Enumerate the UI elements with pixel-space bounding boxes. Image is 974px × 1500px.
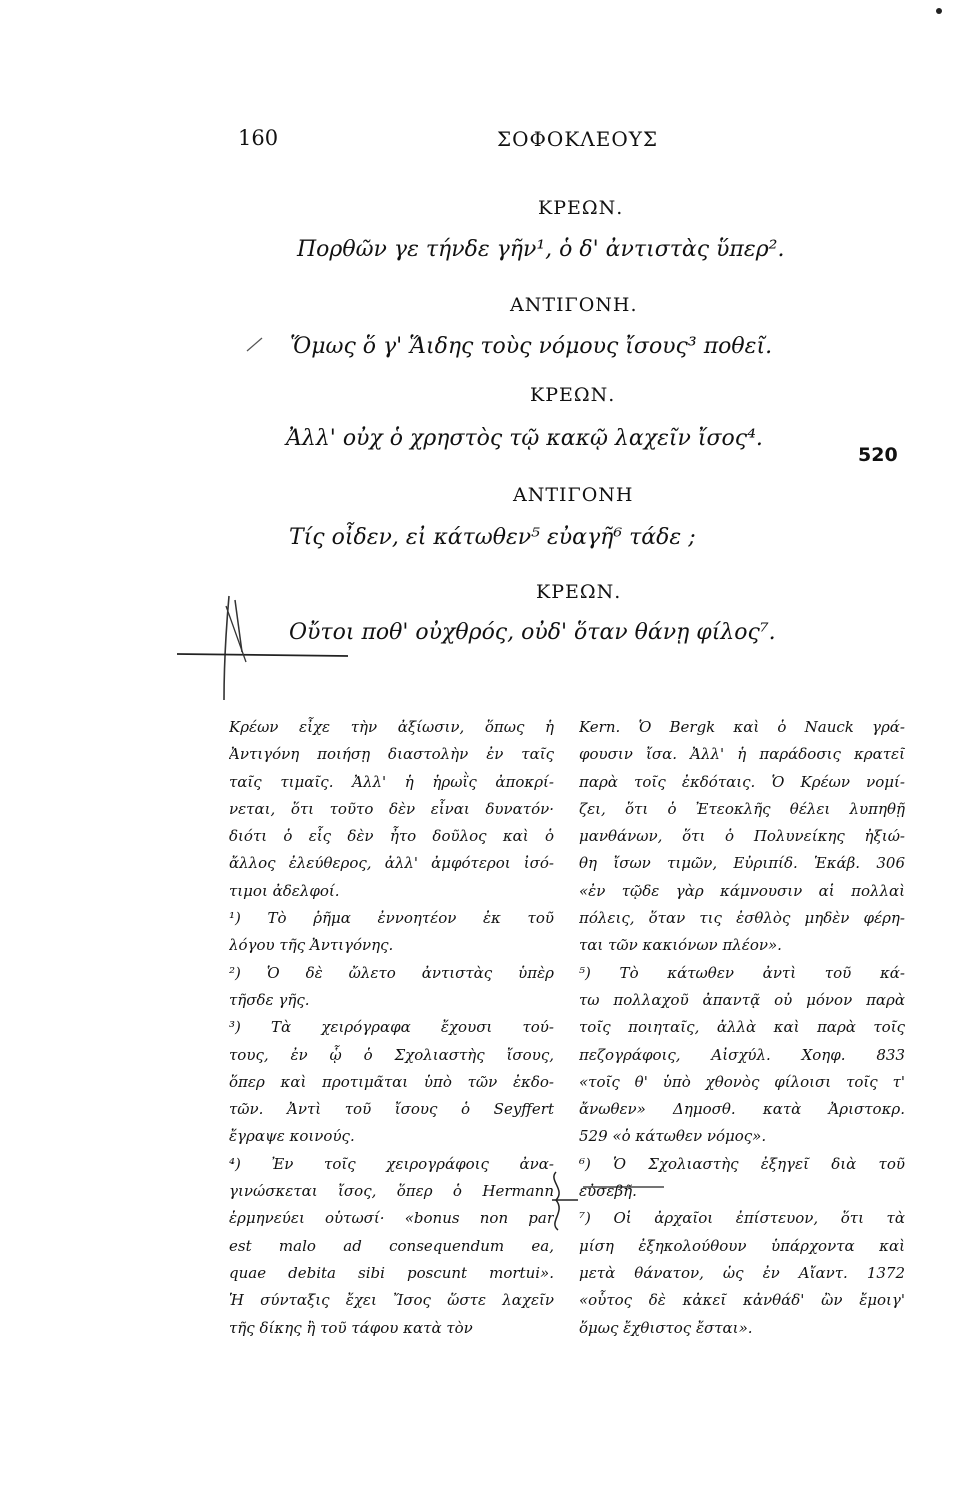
footnote-line: πόλεις, ὅταν τις ἐσθλὸς μηδὲν φέρη- bbox=[579, 909, 905, 928]
footnote-line: μίση ἐξηκολούθουν ὑπάρχοντα καὶ bbox=[579, 1236, 905, 1255]
footnote-line: εὐσεβῆ. bbox=[579, 1182, 637, 1201]
footnote-line: μετὰ θάνατον, ὡς ἐν Αἴαντ. 1372 bbox=[579, 1263, 905, 1282]
verse-line: Ὅμως ὅ γ' Ἅιδης τοὺς νόμους ἴσους³ ποθεῖ. bbox=[290, 334, 773, 359]
footnote-line: διότι ὁ εἷς δὲν ἦτο δοῦλος καὶ ὁ bbox=[229, 827, 554, 846]
footnote-line: ⁴) Ἐν τοῖς χειρογράφοις ἀνα- bbox=[229, 1154, 554, 1173]
footnote-line: νεται, ὅτι τοῦτο δὲν εἶναι δυνατόν· bbox=[229, 799, 554, 818]
footnote-line: ταῖς τιμαῖς. Ἀλλ' ἡ ἡρωῒς ἀποκρί- bbox=[229, 772, 554, 791]
footnote-line: ἄλλος ἐλεύθερος, ἀλλ' ἀμφότεροι ἰσό- bbox=[229, 854, 554, 873]
footnote-line: τιμοι ἀδελφοί. bbox=[229, 881, 340, 900]
footnote-line: quae debita sibi poscunt mortui». bbox=[229, 1263, 554, 1282]
footnote-line: ται τῶν κακιόνων πλέον». bbox=[579, 936, 782, 955]
footnote-line: τῆσδε γῆς. bbox=[229, 990, 310, 1009]
footnote-line: πεζογράφοις, Αἰσχύλ. Χοηφ. 833 bbox=[579, 1045, 905, 1064]
footnote-line: ὅπερ καὶ προτιμᾶται ὑπὸ τῶν ἐκδο- bbox=[229, 1072, 554, 1091]
footnote-line: est malo ad consequendum ea, bbox=[229, 1236, 554, 1255]
footnote-line: Ἡ σύνταξις ἔχει Ἴσος ὥστε λαχεῖν bbox=[229, 1291, 554, 1310]
footnote-line: Κρέων εἶχε τὴν ἀξίωσιν, ὅπως ἡ bbox=[229, 718, 554, 736]
footnote-line: φουσιν ἴσα. Ἀλλ' ἡ παράδοσις κρατεῖ bbox=[579, 745, 905, 764]
notes-left-column bbox=[229, 714, 554, 1342]
footnote-line: ⁶) Ὁ Σχολιαστὴς ἐξηγεῖ διὰ τοῦ bbox=[579, 1154, 905, 1173]
footnote-line: γινώσκεται ἴσος, ὅπερ ὁ Hermann bbox=[229, 1182, 554, 1201]
verse-line: Οὔτοι ποθ' οὐχθρός, οὐδ' ὅταν θάνῃ φίλος⁷. bbox=[289, 620, 776, 645]
footnote-line: μανθάνων, ὅτι ὁ Πολυνείκης ἠξιώ- bbox=[579, 827, 905, 846]
footnote-line: «ἐν τῷδε γὰρ κάμνουσιν αἱ πολλαὶ bbox=[579, 881, 905, 900]
speaker-label: ΚΡΕΩΝ. bbox=[530, 384, 616, 406]
footnote-line: «οὗτος δὲ κἀκεῖ κἀνθάδ' ὢν ἔμοιγ' bbox=[579, 1291, 905, 1310]
footnote-line: τω πολλαχοῦ ἀπαντᾷ οὐ μόνον παρὰ bbox=[579, 990, 905, 1009]
footnote-line: Kern. Ὁ Bergk καὶ ὁ Nauck γρά- bbox=[579, 718, 905, 736]
footnote-line: Ἀντιγόνη ποιήσῃ διαστολὴν ἐν ταῖς bbox=[229, 745, 554, 764]
footnote-line: τῆς δίκης ἢ τοῦ τάφου κατὰ τὸν bbox=[229, 1318, 473, 1337]
notes-right-column bbox=[579, 714, 905, 1342]
footnote-line: θη ἴσων τιμῶν, Εὐριπίδ. Ἑκάβ. 306 bbox=[579, 854, 905, 873]
footnote-line: ⁷) Οἱ ἀρχαῖοι ἐπίστευον, ὅτι τὰ bbox=[579, 1209, 905, 1228]
footnote-line: ἔγραψε κοινούς. bbox=[229, 1127, 355, 1146]
verse-line: Πορθῶν γε τήνδε γῆν¹, ὁ δ' ἀντιστὰς ὕπερ². bbox=[297, 237, 785, 262]
footnote-line: ¹) Τὸ ῥῆμα ἐννοητέον ἐκ τοῦ bbox=[229, 909, 554, 928]
footnote-line: ἄνωθεν» Δημοσθ. κατὰ Ἀριστοκρ. bbox=[579, 1100, 905, 1119]
speaker-label: ΚΡΕΩΝ. bbox=[538, 197, 624, 219]
verse-line: Ἀλλ' οὐχ ὁ χρηστὸς τῷ κακῷ λαχεῖν ἴσος⁴. bbox=[286, 426, 763, 451]
page-number: 160 bbox=[238, 126, 279, 150]
footnote-line: λόγου τῆς Ἀντιγόνης. bbox=[229, 936, 394, 955]
footnote-line: τους, ἐν ᾧ ὁ Σχολιαστὴς ἴσους, bbox=[229, 1045, 554, 1064]
speaker-label: ΑΝΤΙΓΟΝΗ bbox=[513, 484, 634, 506]
footnote-line: παρὰ τοῖς ἐκδόταις. Ὁ Κρέων νομί- bbox=[579, 772, 905, 791]
speaker-label: ΑΝΤΙΓΟΝΗ. bbox=[510, 294, 638, 316]
footnote-line: τῶν. Ἀντὶ τοῦ ἴσους ὁ Seyffert bbox=[229, 1100, 554, 1119]
ink-speck bbox=[936, 8, 942, 14]
verse-line: Τίς οἶδεν, εἰ κάτωθεν⁵ εὐαγῆ⁶ τάδε ; bbox=[289, 525, 696, 550]
footnote-line: τοῖς ποιηταῖς, ἀλλὰ καὶ παρὰ τοῖς bbox=[579, 1018, 905, 1037]
footnote-line: «τοῖς θ' ὑπὸ χθονὸς φίλοισι τοῖς τ' bbox=[579, 1072, 905, 1091]
footnote-line: ²) Ὁ δὲ ὤλετο ἀντιστὰς ὑπὲρ bbox=[229, 963, 554, 982]
footnote-line: ⁵) Τὸ κάτωθεν ἀντὶ τοῦ κά- bbox=[579, 963, 905, 982]
running-title: ΣΟΦΟΚΛΕΟΥΣ bbox=[497, 127, 659, 151]
line-number: 520 bbox=[858, 444, 898, 466]
speaker-label: ΚΡΕΩΝ. bbox=[536, 581, 622, 603]
footnote-line: ἑρμηνεύει οὑτωσί· «bonus non par bbox=[229, 1209, 554, 1228]
footnote-line: ζει, ὅτι ὁ Ἐτεοκλῆς θέλει λυπηθῇ bbox=[579, 799, 905, 818]
footnote-line: ³) Τὰ χειρόγραφα ἔχουσι τού- bbox=[229, 1018, 554, 1037]
footnote-line: 529 «ὁ κάτωθεν νόμος». bbox=[579, 1127, 767, 1146]
footnote-line: ὅμως ἔχθιστος ἔσται». bbox=[579, 1318, 753, 1337]
